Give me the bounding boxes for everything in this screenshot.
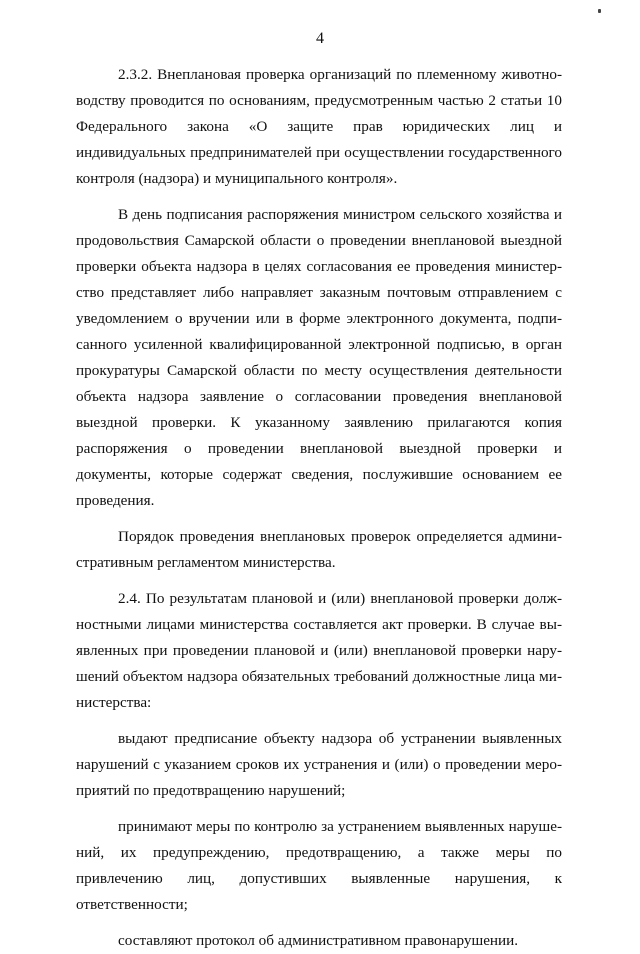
paragraph-draw-protocol: составляют протокол об административном правонарушении. xyxy=(118,932,519,949)
scan-mark xyxy=(598,9,601,13)
document-body xyxy=(76,62,562,954)
paragraph-2-4: 2.4. По результатам плановой и (или) внеплановой проверки должностными лицами министерства составляется акт проверки. В случае выявленных при проведении плановой и (или) внеплановой проверки нарушений объектом надзора обязательных требований должностные лица министерства: xyxy=(76,590,562,711)
paragraph-approval-procedure: В день подписания распоряжения министром сельского хозяйства и продовольствия Самарской области о проведении внеплановой выездной проверки объекта надзора в целях согласования ее проведения министерство представляет либо направляет заказным почтовым отправлением с уведомлением о вручении или в форме электронного документа, подписанного усиленной квалифицированной электронной подписью, в орган прокуратуры Самарской области по месту осуществления деятельности объекта надзора заявление о согласовании проведения внеплановой выездной проверки. К указанному заявлению прилагаются копия распоряжения о проведении внеплановой выездной проверки и документы, которые содержат сведения, послужившие основанием ее проведения. xyxy=(76,206,562,509)
paragraph-inspection-order: Порядок проведения внеплановых проверок определяется административным регламентом министерства. xyxy=(76,528,562,571)
paragraph-2-3-2: 2.3.2. Внеплановая проверка организаций по племенному животноводству проводится по основаниям, предусмотренным частью 2 статьи 10 Федерального закона «О защите прав юридических лиц и индивидуальных предпринимателей при осуществлении государственного контроля (надзора) и муниципального контроля». xyxy=(76,66,562,187)
page-number: 4 xyxy=(316,30,324,47)
paragraph-issue-order: выдают предписание объекту надзора об устранении выявленных нарушений с указанием сроков их устранения и (или) о проведении мероприятий по предотвращению нарушений; xyxy=(76,730,562,799)
paragraph-take-measures: принимают меры по контролю за устранением выявленных нарушений, их предупреждению, предотвращению, а также меры по привлечению лиц, допустивших выявленные нарушения, к ответственности; xyxy=(76,818,562,913)
